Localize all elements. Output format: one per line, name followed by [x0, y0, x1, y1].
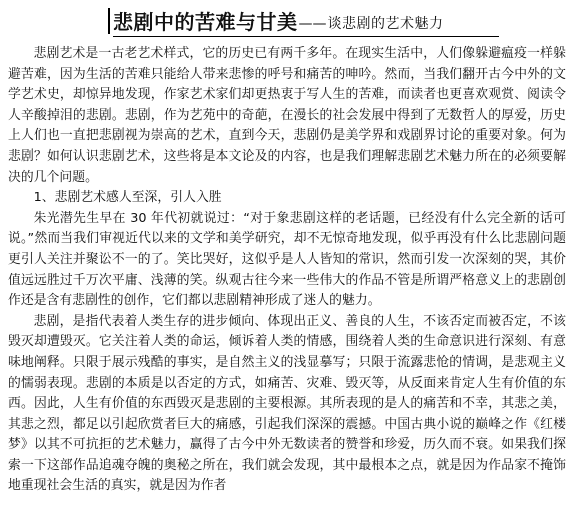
- title-row: [108, 6, 444, 36]
- paragraph-intro: 悲剧艺术是一古老艺术样式，它的历史已有两千多年。在现实生活中，人们像躲避瘟疫一样躲避苦难，因为生活的苦难只能给人带来悲惨的呼号和痛苦的呻吟。然而，当我们翻开古今中外的文学艺术史，却惊异地发现，作家艺术家们却更热衷于写人生的苦难，而读者也更喜欢观赏、阅读令人辛酸掉泪的悲剧。悲剧，作为艺苑中的奇葩，在漫长的社会发展中得到了无数哲人的厚爱，历史上人们也一直把悲剧视为崇高的艺术，直到今天，悲剧仍是美学界和戏剧界讨论的重要对象。何为悲剧？如何认识悲剧艺术，这些将是本文论及的内容，也是我们理解悲剧艺术魅力所在的必须要解决的几个问题。: [8, 46, 566, 185]
- section-heading: 1、悲剧艺术感人至深，引人入胜: [33, 190, 222, 206]
- document-title: 悲剧中的苦难与甘美: [113, 10, 298, 34]
- title-dash: ——: [298, 16, 327, 32]
- document-subtitle: 谈悲剧的艺术魅力: [327, 16, 444, 32]
- document-body: [8, 44, 566, 497]
- paragraph-zhu-guangqian: 朱光潜先生早在 30 年代初就说过：“对于象悲剧这样的老话题，已经没有什么完全新的话可说。”然而当我们审视近代以来的文学和美学研究，却不无惊奇地发现，似乎再没有什么比悲剧问题更引人关注并聚讼不一的了。笑比哭好，这似乎是人人皆知的常识，然而引发一次深刻的哭，其价值远远胜过千万次平庸、浅薄的笑。纵观古往今来一些伟大的作品不管是所谓严格意义上的悲剧创作还是含有悲剧性的创作，它们都以悲剧精神形成了迷人的魅力。: [8, 210, 566, 309]
- title-underline: [113, 36, 499, 37]
- paragraph-tragedy-definition: 悲剧，是指代表着人类生存的进步倾向、体现出正义、善良的人生，不该否定而被否定，不该毁灭却遭毁灭。它关注着人类的命运，倾诉着人类的情感，围绕着人类的生命意识进行深刻、有意味地阐释。只限于展示残酷的事实，是自然主义的浅显摹写；只限于流露悲怆的情调，是悲观主义的懦弱表现。悲剧的本质是以否定的方式，如痛苦、灾难、毁灭等，从反面来肯定人生有价值的东西。因此，人生有价值的东西毁灭是悲剧的主要根源。其所表现的是人的痛苦和不幸，其悲之美，其悲之烈，都足以引起欣赏者巨大的痛感，引起我们深深的震撼。中国古典小说的巅峰之作《红楼梦》以其不可抗拒的艺术魅力，赢得了古今中外无数读者的赞誉和珍爱，历久而不衰。如果我们探索一下这部作品追魂夺魄的奥秘之所在，我们就会发现，其中最根本之点，就是因为作品家不掩饰地重现社会生活的真实，就是因为作者: [8, 313, 566, 494]
- text-cursor: [108, 8, 110, 34]
